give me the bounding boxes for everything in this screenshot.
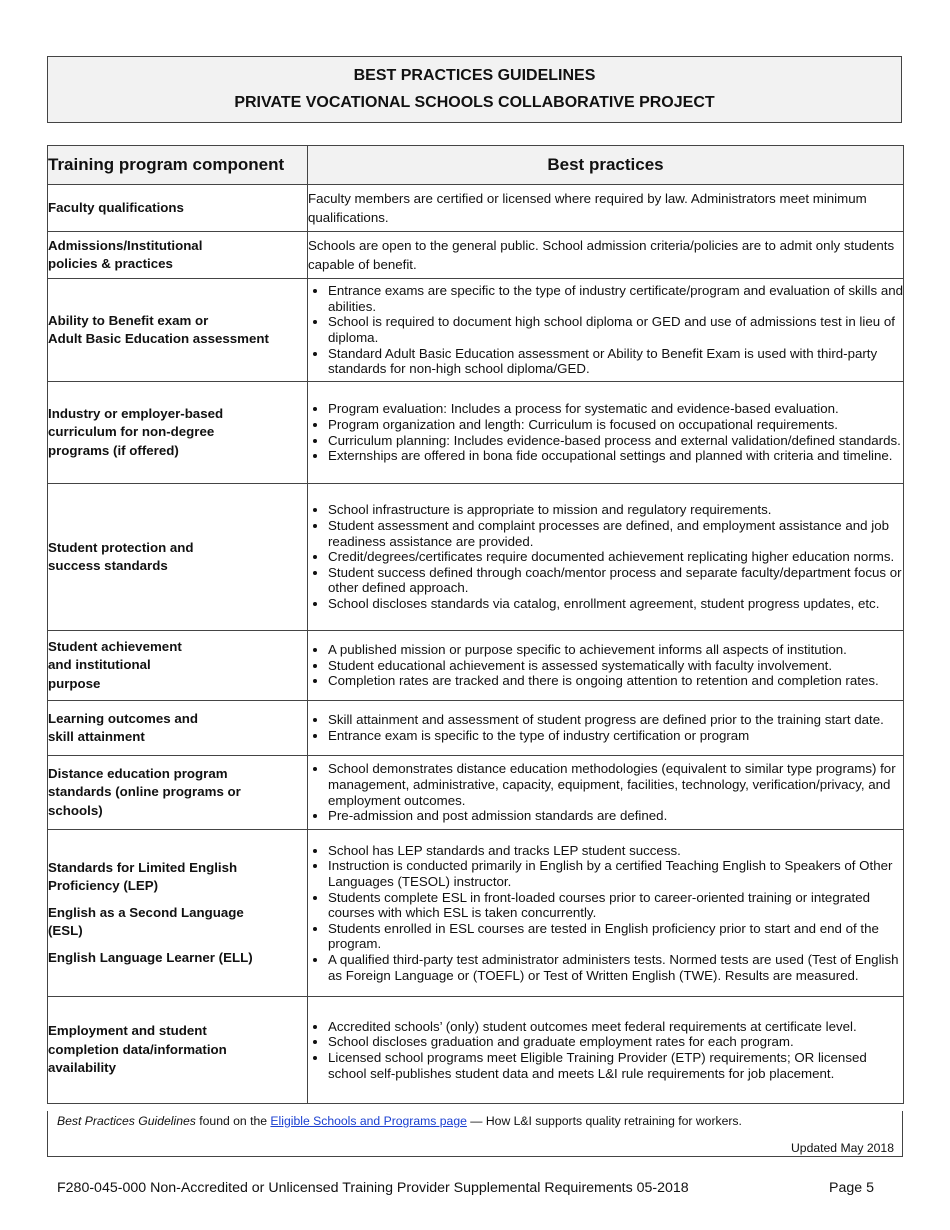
best-practice-cell	[308, 232, 904, 279]
note-text-after: — How L&I supports quality retraining for workers.	[466, 1114, 742, 1128]
list-item: • Standard Adult Basic Education assessment or Ability to Benefit Exam is used with third-party standards for non-high school diploma/GED.	[328, 346, 903, 377]
component-label	[48, 631, 308, 701]
list-item: • Program evaluation: Includes a process for systematic and evidence-based evaluation.	[328, 401, 903, 417]
label-line: English Language Learner (ELL)	[48, 949, 253, 965]
document-title: BEST PRACTICES GUIDELINES	[353, 67, 596, 84]
practice-list	[308, 401, 903, 463]
practice-text: Faculty members are certified or licensed where required by law. Administrators meet minimum qualifications.	[308, 191, 867, 225]
list-item: • School discloses standards via catalog, enrollment agreement, student progress updates, etc.	[328, 596, 903, 612]
column-header-component: Training program component	[48, 146, 308, 185]
column-header-best-practices: Best practices	[308, 146, 904, 185]
component-label	[48, 701, 308, 756]
label-line: Distance education program	[48, 765, 228, 781]
list-item: • Entrance exam is specific to the type of industry certification or program	[328, 728, 903, 744]
best-practice-cell	[308, 631, 904, 701]
list-item: • Student assessment and complaint processes are defined, and employment assistance and job readiness assistance are provided.	[328, 518, 903, 549]
list-item: • A qualified third-party test administrator administers tests. Normed tests are used (Test of English as Foreign Language or (TOEFL) or Test of Written English (TWE). Results are measured.	[328, 952, 903, 983]
label-line: and institutional	[48, 657, 151, 673]
best-practice-cell	[308, 997, 904, 1104]
table-row	[48, 382, 904, 484]
list-item: • School infrastructure is appropriate to mission and regulatory requirements.	[328, 502, 903, 518]
note-text-before: found on the	[195, 1114, 271, 1128]
document-header	[47, 56, 902, 123]
label-line: English as a Second Language	[48, 904, 244, 920]
table-row	[48, 997, 904, 1104]
label-line: Industry or employer-based	[48, 405, 224, 421]
practice-list	[308, 712, 903, 743]
form-number: F280-045-000 Non-Accredited or Unlicensed Training Provider Supplemental Requirements 05-2018	[57, 1180, 689, 1196]
label-line: Student protection and	[48, 539, 194, 555]
table-row	[48, 830, 904, 997]
label-line: policies & practices	[48, 256, 173, 271]
component-label	[48, 279, 308, 382]
table-row	[48, 756, 904, 830]
component-label	[48, 185, 308, 232]
list-item: • Credit/degrees/certificates require documented achievement replicating higher education norms.	[328, 549, 903, 565]
practice-list	[308, 502, 903, 611]
component-label	[48, 997, 308, 1104]
list-item: • Students complete ESL in front-loaded courses prior to career-oriented training or integrated courses with which ESL is taken concurrently.	[328, 890, 903, 921]
component-label	[48, 756, 308, 830]
practice-list	[308, 843, 903, 983]
label-line: Ability to Benefit exam or	[48, 312, 209, 328]
label-line: Admissions/Institutional	[48, 237, 203, 253]
list-item: • Pre-admission and post admission standards are defined.	[328, 808, 903, 824]
practice-list	[308, 283, 903, 377]
label-line: skill attainment	[48, 729, 145, 744]
eligible-schools-link[interactable]: Eligible Schools and Programs page	[270, 1114, 467, 1128]
list-item: • School discloses graduation and graduate employment rates for each program.	[328, 1034, 903, 1050]
table-header-row	[48, 146, 904, 185]
table-row	[48, 232, 904, 279]
list-item: • Student educational achievement is assessed systematically with faculty involvement.	[328, 658, 903, 674]
best-practice-cell	[308, 701, 904, 756]
list-item: • School has LEP standards and tracks LEP student success.	[328, 843, 903, 859]
component-label	[48, 382, 308, 484]
practice-list	[308, 1019, 903, 1081]
table-footer-note	[47, 1111, 903, 1157]
label-line: Adult Basic Education assessment	[48, 331, 269, 346]
best-practice-cell	[308, 185, 904, 232]
list-item: • Students enrolled in ESL courses are tested in English proficiency prior to start and end of the program.	[328, 921, 903, 952]
list-item: • A published mission or purpose specific to achievement informs all aspects of institution.	[328, 642, 903, 658]
label-line: curriculum for non-degree	[48, 424, 215, 440]
component-label	[48, 830, 308, 997]
table-row	[48, 484, 904, 631]
component-label	[48, 484, 308, 631]
list-item: • School is required to document high school diploma or GED and use of admissions test in lieu of diploma.	[328, 314, 903, 345]
best-practice-cell	[308, 484, 904, 631]
table-row	[48, 701, 904, 756]
table-row	[48, 185, 904, 232]
label-line: Student achievement	[48, 638, 182, 654]
practice-list	[308, 642, 903, 689]
best-practice-cell	[308, 756, 904, 830]
list-item: • Entrance exams are specific to the type of industry certificate/program and evaluation of skills and abilities.	[328, 283, 903, 314]
label-line: Standards for Limited English	[48, 859, 238, 875]
label-group	[48, 949, 307, 968]
document-subtitle: PRIVATE VOCATIONAL SCHOOLS COLLABORATIVE PROJECT	[234, 94, 715, 111]
table-row	[48, 279, 904, 382]
label-line: purpose	[48, 675, 101, 691]
list-item: • Instruction is conducted primarily in English by a certified Teaching English to Speakers of Other Languages (TESOL) instructor.	[328, 858, 903, 889]
practice-text: Schools are open to the general public. School admission criteria/policies are to admit only students capable of benefit.	[308, 238, 895, 272]
label-line: Faculty qualifications	[48, 199, 184, 215]
list-item: • Completion rates are tracked and there is ongoing attention to retention and completion rates.	[328, 673, 903, 689]
page-number: Page 5	[829, 1180, 874, 1196]
list-item: • Student success defined through coach/mentor process and separate faculty/department focus or other defined approach.	[328, 565, 903, 596]
table-row	[48, 631, 904, 701]
source-note	[57, 1114, 742, 1128]
label-line: availability	[48, 1060, 116, 1076]
label-group	[48, 859, 307, 896]
component-label	[48, 232, 308, 279]
label-line: programs (if offered)	[48, 442, 179, 458]
label-line: Proficiency (LEP)	[48, 878, 159, 894]
label-line: (ESL)	[48, 923, 83, 939]
best-practice-cell	[308, 382, 904, 484]
list-item: • School demonstrates distance education methodologies (equivalent to similar type programs) for management, administrative, capacity, equipment, facilities, technology, verification/privacy, and employment outcomes.	[328, 761, 903, 808]
practice-list	[308, 761, 903, 823]
label-line: success standards	[48, 558, 168, 573]
updated-date: Updated May 2018	[791, 1141, 894, 1155]
best-practice-cell	[308, 830, 904, 997]
list-item: • Accredited schools’ (only) student outcomes meet federal requirements at certificate level.	[328, 1019, 903, 1035]
label-group	[48, 904, 307, 941]
label-line: Employment and student	[48, 1023, 207, 1039]
best-practice-cell	[308, 279, 904, 382]
list-item: • Externships are offered in bona fide occupational settings and planned with criteria and timeline.	[328, 448, 903, 464]
list-item: • Skill attainment and assessment of student progress are defined prior to the training start date.	[328, 712, 903, 728]
list-item: • Curriculum planning: Includes evidence-based process and external validation/defined standards.	[328, 433, 903, 449]
label-line: schools)	[48, 802, 103, 818]
label-line: standards (online programs or	[48, 784, 241, 800]
guidelines-title: Best Practices Guidelines	[57, 1114, 196, 1128]
best-practices-table	[47, 145, 904, 1104]
list-item: • Licensed school programs meet Eligible Training Provider (ETP) requirements; OR licensed school self-publishes student data and meets L&I rule requirements for job placement.	[328, 1050, 903, 1081]
page-footer	[57, 1180, 874, 1196]
label-line: completion data/information	[48, 1041, 227, 1057]
label-line: Learning outcomes and	[48, 710, 198, 726]
list-item: • Program organization and length: Curriculum is focused on occupational requirements.	[328, 417, 903, 433]
